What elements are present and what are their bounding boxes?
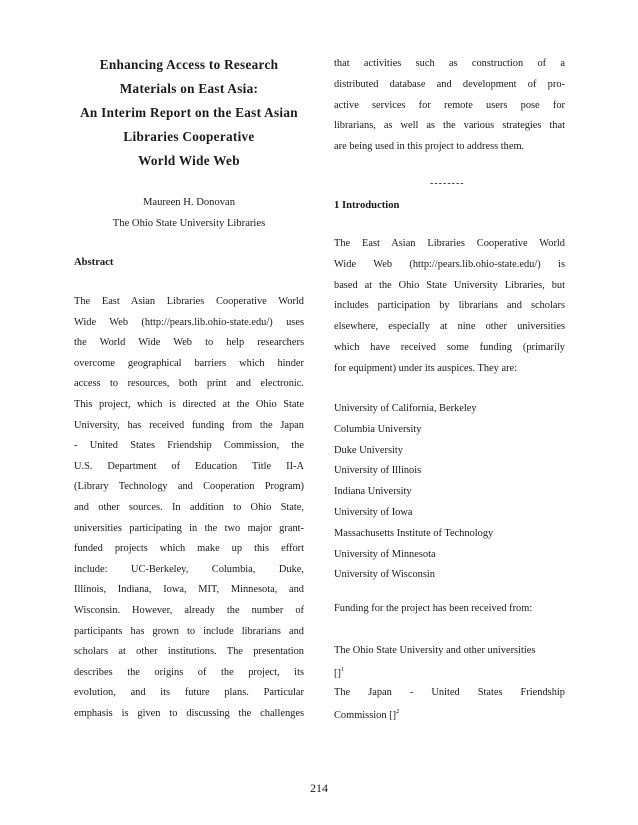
abstract-line: emphasis is given to discussing the challenges: [74, 708, 304, 719]
abstract-line: The East Asian Libraries Cooperative World: [74, 296, 304, 307]
funder-text: The Ohio State University and other universities: [334, 645, 536, 656]
author-name: Maureen H. Donovan: [142, 197, 236, 208]
intro-line: for equipment) under its auspices. They are:: [334, 362, 518, 374]
footnote-marker: 1: [340, 666, 345, 673]
abstract-line: Wisconsin. However, already the number of: [74, 605, 304, 616]
funder-line: [334, 708, 399, 721]
abstract-line: (Library Technology and Cooperation Program): [74, 481, 304, 493]
abstract-line: U.S. Department of Education Title II-A: [74, 460, 304, 472]
title-line: World Wide Web: [138, 153, 240, 168]
body-line: distributed database and development of pro-: [334, 78, 565, 90]
intro-line: based at the Ohio State University Libraries, but: [334, 279, 565, 291]
body-line: are being used in this project to address them.: [334, 141, 525, 153]
intro-line: which have received some funding (primarily: [334, 342, 565, 353]
right-column: [334, 0, 565, 760]
abstract-line: funded projects which make up this effort: [74, 543, 304, 555]
list-item: Duke University: [334, 444, 403, 456]
abstract-line: include: UC-Berkeley, Columbia, Duke,: [74, 563, 304, 575]
funder-text: The Japan - United States Friendship: [334, 687, 565, 698]
list-item: Massachusetts Institute of Technology: [334, 527, 494, 539]
body-line: librarians, as well as the various strategies that: [334, 120, 565, 132]
list-item: University of California, Berkeley: [334, 403, 477, 414]
body-line: that activities such as construction of a: [334, 58, 565, 69]
section-separator: --------: [430, 178, 465, 189]
abstract-line: - United States Friendship Commission, the: [74, 440, 304, 452]
abstract-line: Illinois, Indiana, Iowa, MIT, Minnesota, and: [74, 584, 304, 596]
abstract-line: Wide Web (http://pears.lib.ohio-state.edu/) uses: [74, 316, 304, 328]
list-item: Columbia University: [334, 423, 422, 435]
funder-line: [334, 666, 344, 679]
list-item: University of Minnesota: [334, 548, 436, 560]
funder-text: []: [334, 668, 341, 679]
abstract-heading: Abstract: [74, 257, 114, 268]
intro-line: The East Asian Libraries Cooperative World: [334, 238, 565, 249]
intro-heading: 1 Introduction: [334, 200, 400, 211]
footnote-marker: 2: [396, 708, 400, 715]
title-line: Materials on East Asia:: [119, 81, 259, 96]
left-column: [74, 0, 304, 760]
abstract-line: evolution, and its future plans. Particular: [74, 687, 304, 699]
intro-line: elsewhere, especially at nine other universities: [334, 321, 565, 333]
abstract-line: access to resources, both print and electronic.: [74, 378, 304, 390]
list-item: University of Wisconsin: [334, 569, 435, 581]
funder-line: [334, 645, 535, 656]
abstract-line: describes the origins of the project, its: [74, 666, 304, 678]
title-line: Enhancing Access to Research: [99, 57, 279, 72]
title-line: Libraries Cooperative: [123, 129, 255, 144]
page-number: 214: [310, 781, 328, 795]
author-affiliation: The Ohio State University Libraries: [112, 218, 266, 229]
intro-line: Wide Web (http://pears.lib.ohio-state.edu/) is: [334, 258, 565, 270]
body-line: active services for remote users pose for: [334, 99, 565, 111]
abstract-line: the World Wide Web to help researchers: [74, 337, 304, 349]
abstract-line: universities participating in the two major grant-: [74, 522, 304, 534]
funder-text: Commission []: [334, 710, 397, 721]
abstract-line: and other sources. In addition to Ohio State,: [74, 502, 304, 513]
abstract-line: scholars at other institutions. The presentation: [74, 646, 304, 658]
funder-line: [334, 687, 565, 698]
abstract-line: University, has received funding from the Japan: [74, 419, 304, 431]
intro-line: includes participation by librarians and scholars: [334, 300, 565, 312]
abstract-line: participants has grown to include librarians and: [74, 625, 304, 637]
list-item: University of Illinois: [334, 465, 422, 477]
funding-intro: Funding for the project has been received from:: [334, 603, 533, 614]
list-item: Indiana University: [334, 486, 412, 498]
title-line: An Interim Report on the East Asian: [80, 105, 298, 120]
abstract-line: overcome geographical barriers which hinder: [74, 357, 304, 369]
list-item: University of Iowa: [334, 507, 413, 518]
abstract-line: This project, which is directed at the Ohio State: [74, 399, 304, 410]
